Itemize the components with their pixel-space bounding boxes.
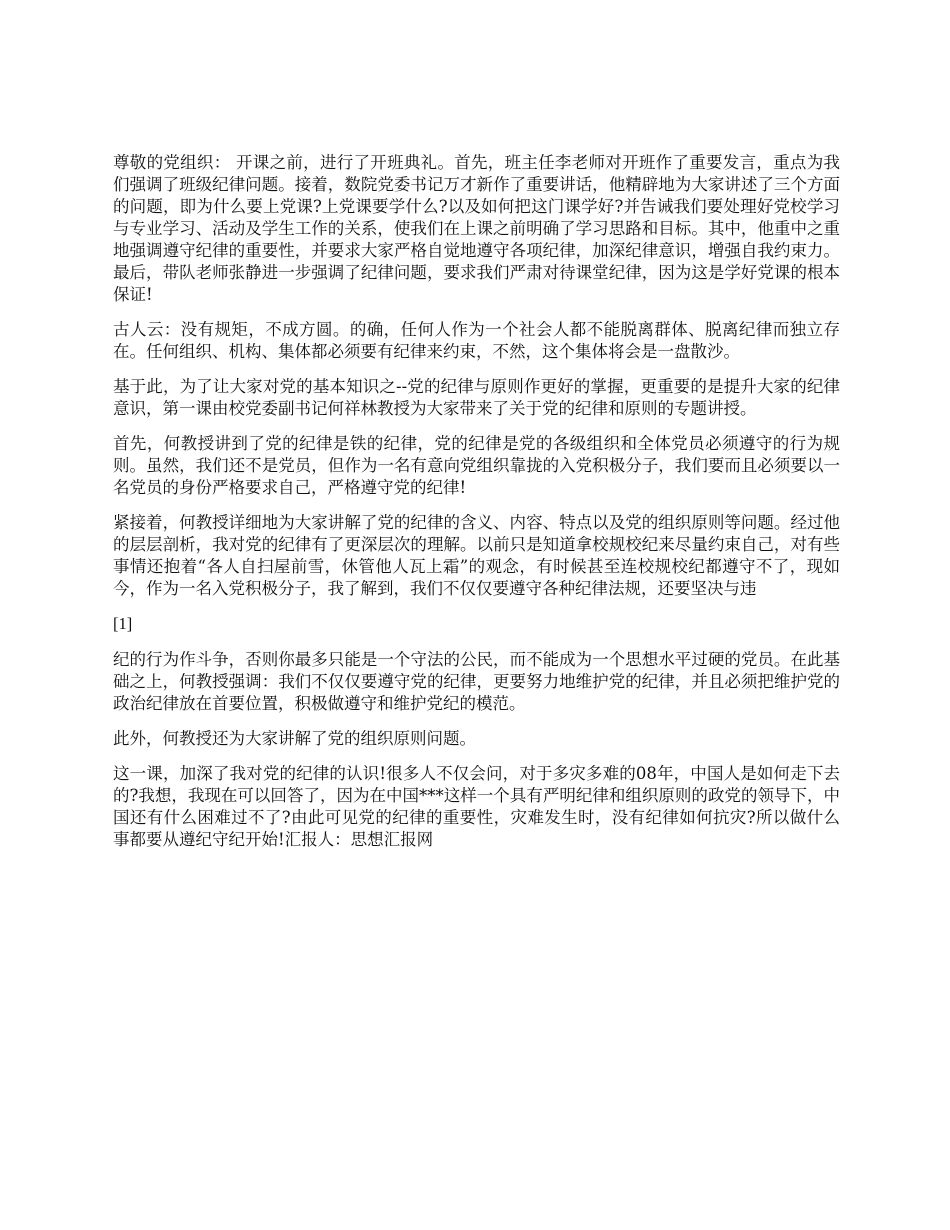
paragraph-organization-principles: 此外，何教授还为大家讲解了党的组织原则问题。 [113,729,476,748]
paragraph-rules: 古人云：没有规矩，不成方圆。的确，任何人作为一个社会人都不能脱离群体、脱离纪律而独立存在。任何组织、机构、集体都必须要有纪律来约束，不然，这个集体将会是一盘散沙。 [113,320,840,361]
paragraph-first-lesson: 基于此，为了让大家对党的基本知识之--党的纪律与原则作更好的掌握，更重要的是提升大家的纪律意识，第一课由校党委副书记何祥林教授为大家带来了关于党的纪律和原则的专题讲授。 [113,377,840,418]
paragraph-iron-discipline: 首先，何教授讲到了党的纪律是铁的纪律，党的纪律是党的各级组织和全体党员必须遵守的行为规则。虽然，我们还不是党员，但作为一名有意向党组织靠拢的入党积极分子，我们要而且必须要以一名党员的身份严格要求自己，严格遵守党的纪律! [113,434,840,497]
paragraph-struggle: 纪的行为作斗争，否则你最多只能是一个守法的公民，而不能成为一个思想水平过硬的党员。在此基础之上，何教授强调：我们不仅仅要遵守党的纪律，更要努力地维护党的纪律，并且必须把维护党的政治纪律放在首要位置，积极做遵守和维护党纪的模范。 [113,650,840,713]
document-body [113,152,840,864]
paragraph-opening: 尊敬的党组织： 开课之前，进行了开班典礼。首先，班主任李老师对开班作了重要发言，重点为我们强调了班级纪律问题。接着，数院党委书记万才新作了重要讲话，他精辟地为大家讲述了三个方面的问题，即为什么要上党课?上党课要学什么?以及如何把这门课学好?并告诫我们要处理好党校学习与专业学习、活动及学生工作的关系，使我们在上课之前明确了学习思路和目标。其中，他重中之重地强调遵守纪律的重要性，并要求大家严格自觉地遵守各项纪律，加深纪律意识，增强自我约束力。最后，带队老师张静进一步强调了纪律问题，要求我们严肃对待课堂纪律，因为这是学好党课的根本保证! [113,153,840,304]
paragraph-explanation: 紧接着，何教授详细地为大家讲解了党的纪律的含义、内容、特点以及党的组织原则等问题。经过他的层层剖析，我对党的纪律有了更深层次的理解。以前只是知道拿校规校纪来尽量约束自己，对有些事情还抱着“各人自扫屋前雪，休管他人瓦上霜”的观念，有时候甚至连校规校纪都遵守不了，现如今，作为一名入党积极分子，我了解到，我们不仅仅要遵守各种纪律法规，还要坚决与违 [113,513,840,598]
page-marker: [1] [113,614,133,633]
paragraph-conclusion: 这一课，加深了我对党的纪律的认识!很多人不仅会问，对于多灾多难的08年，中国人是如何走下去的?我想，我现在可以回答了，因为在中国***这样一个具有严明纪律和组织原则的政党的领导下，中国还有什么困难过不了?由此可见党的纪律的重要性，灾难发生时，没有纪律如何抗灾?所以做什么事都要从遵纪守纪开始!汇报人：思想汇报网 [113,764,840,849]
